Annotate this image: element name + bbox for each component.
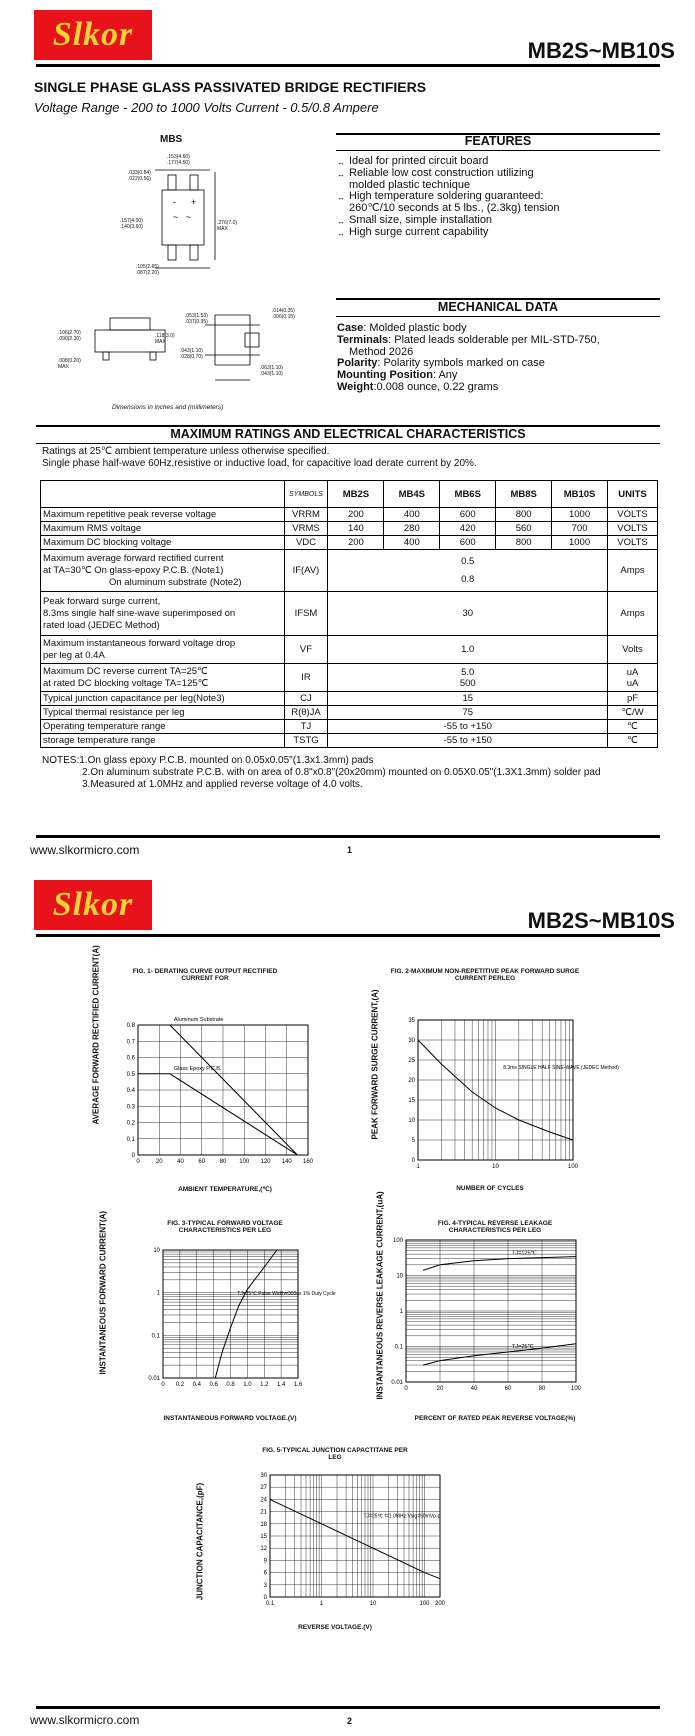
table-cell: IF(AV) (284, 550, 328, 592)
table-cell: Typical thermal resistance per leg (41, 706, 285, 720)
dimensions-note: Dimensions in inches and (millimeters) (112, 404, 224, 411)
y-tick-label: 1 (156, 1290, 160, 1297)
table-cell: Typical junction capacitance per leg(Note3) (41, 692, 285, 706)
y-tick-label: 1 (399, 1309, 403, 1315)
dim-label: MAX (58, 364, 69, 370)
table-cell: R(θ)JA (284, 706, 328, 720)
table-header: SYMBOLS (284, 481, 328, 508)
x-tick-label: 1.4 (276, 1382, 286, 1388)
y-tick-label: 5 (411, 1138, 415, 1144)
features-heading: FEATURES (464, 134, 532, 148)
dim-label: .140(3.60) (120, 224, 143, 230)
y-tick-label: 30 (408, 1038, 415, 1044)
table-cell: 600 (440, 508, 496, 522)
note-line: 2.On aluminum substrate P.C.B. with on area of 0.8"x0.8"(20x20mm) mounted on 0.05X0.05"(1.3X1.3mm) solder pad (82, 767, 601, 778)
brand-logo: Slkor (34, 10, 152, 60)
series-label: Aluminum Substrate (173, 1017, 224, 1023)
notes (42, 755, 601, 791)
svg-text:-: - (173, 197, 176, 207)
y-tick-label: 10 (396, 1273, 403, 1280)
x-tick-label: 0 (404, 1386, 408, 1392)
grid (163, 1250, 298, 1378)
table-cell: 5.0 500 (328, 664, 608, 692)
grid (418, 1020, 573, 1160)
y-tick-label: 18 (260, 1521, 267, 1528)
dim-label: .118(3.0) (155, 333, 175, 339)
table-cell: 30 (328, 592, 608, 636)
table-cell: Maximum DC blocking voltage (41, 536, 285, 550)
table-row (41, 664, 658, 692)
y-tick-label: 0.1 (151, 1333, 160, 1340)
y-tick-label: 12 (260, 1546, 267, 1553)
chart-annotation: TJ=25℃ f=1.0MHz Vsig=50mVp-p (363, 1513, 441, 1520)
table-cell: Maximum repetitive peak reverse voltage (41, 508, 285, 522)
footer-url[interactable]: www.slkormicro.com (30, 1713, 140, 1727)
table-cell: 560 (496, 522, 552, 536)
mech-row: Terminals: Plated leads solderable per MIL-STD-750, (337, 333, 600, 346)
chart-annotation: TJ=25℃ Pulse Width=300us 1% Duty Cycle (237, 1290, 336, 1297)
table-row (41, 734, 658, 748)
table-cell: 420 (440, 522, 496, 536)
table-row (41, 550, 658, 592)
x-tick-label: 0.6 (209, 1382, 218, 1388)
y-tick-label: 0 (263, 1595, 267, 1601)
feature-item: ↔ High surge current capability (337, 227, 657, 239)
dim-label: .022(0.56) (128, 176, 151, 182)
x-tick-label: 1 (319, 1601, 324, 1607)
mech-heading: MECHANICAL DATA (437, 300, 559, 314)
table-cell: Maximum average forward rectified current at TA=30℃ On glass-epoxy P.C.B. (Note1) On aluminum substrate (Note2) (41, 550, 285, 592)
dim-label: .053(1.53) (185, 313, 208, 319)
note-line: 3.Measured at 1.0MHz and applied reverse voltage of 4.0 volts. (82, 779, 363, 790)
y-tick-label: 30 (260, 1473, 267, 1479)
series-line (138, 1074, 297, 1155)
fig1-xlabel: AMBIENT TEMPERATURE,(℃) (178, 1186, 272, 1193)
table-cell: ℃/W (608, 706, 658, 720)
y-tick-label: 25 (408, 1058, 415, 1064)
header-rule (36, 934, 660, 937)
fig5-chart (240, 1470, 450, 1620)
y-tick-label: 0 (131, 1153, 135, 1159)
y-tick-label: 0.8 (126, 1023, 135, 1029)
table-cell: VDC (284, 536, 328, 550)
table-cell: uA uA (608, 664, 658, 692)
mech-rule-bottom (336, 316, 660, 317)
table-cell: 200 (328, 508, 384, 522)
mech-row: Polarity: Polarity symbols marked on case (337, 357, 545, 370)
dim-label: MAX (155, 339, 166, 345)
table-header: MB8S (496, 481, 552, 508)
page-number: 2 (347, 1716, 353, 1726)
svg-text:+: + (191, 197, 197, 207)
table-cell: -55 to +150 (328, 720, 608, 734)
table-cell: 200 (328, 536, 384, 550)
table-cell: 1.0 (328, 636, 608, 664)
feature-item: ↔ Reliable low cost construction utilizing (337, 168, 657, 180)
y-tick-label: 0.4 (126, 1088, 135, 1094)
table-cell: TSTG (284, 734, 328, 748)
table-cell: 800 (496, 508, 552, 522)
ratings-note-2: Single phase half-wave 60Hz,resistive or inductive load, for capacitive load derate current by 20%. (42, 458, 477, 469)
mech-row: Mounting Position: Any (337, 369, 458, 382)
y-tick-label: 3 (263, 1582, 267, 1589)
x-tick-label: 200 (434, 1601, 446, 1607)
table-cell: 800 (496, 536, 552, 550)
table-cell: Operating temperature range (41, 720, 285, 734)
table-cell: VRRM (284, 508, 328, 522)
table-cell: Maximum DC reverse current TA=25℃ at rated DC blocking voltage TA=125℃ (41, 664, 285, 692)
table-cell: Amps (608, 592, 658, 636)
feature-item: ↔ Ideal for printed circuit board (337, 156, 657, 168)
y-tick-label: 100 (392, 1238, 403, 1244)
table-row (41, 636, 658, 664)
x-tick-label: 0 (161, 1382, 165, 1388)
fig3-ylabel: INSTANTANEOUS FORWARD CURRENT(A) (98, 1210, 108, 1375)
dim-label: .008(0.20) (58, 358, 81, 364)
note-line: NOTES:1.On glass epoxy P.C.B. mounted on 0.05x0.05"(1.3x1.3mm) pads (42, 755, 374, 766)
y-tick-label: 35 (408, 1018, 415, 1024)
ratings-table (40, 480, 658, 748)
table-row (41, 522, 658, 536)
table-row (41, 592, 658, 636)
fig5-xlabel: REVERSE VOLTAGE.(V) (298, 1624, 372, 1631)
table-cell: 600 (440, 536, 496, 550)
features-rule-bottom (336, 150, 660, 151)
footer-rule (36, 835, 660, 838)
x-tick-label: 100 (567, 1164, 579, 1170)
dim-label: .090(2.30) (58, 336, 81, 342)
table-header: MB2S (328, 481, 384, 508)
x-tick-label: 10 (369, 1601, 377, 1607)
table-row (41, 706, 658, 720)
x-tick-label: 160 (302, 1159, 314, 1165)
x-tick-label: 10 (492, 1164, 499, 1170)
brand-logo: Slkor (34, 880, 152, 930)
y-tick-label: 0.7 (126, 1039, 135, 1046)
dim-label: .087(2.20) (136, 270, 159, 276)
table-cell: -55 to +150 (328, 734, 608, 748)
fig1-ylabel: AVERAGE FORWARD RECTIFIED CURRENT(A) (91, 945, 101, 1125)
feature-item: molded plastic technique (349, 178, 471, 191)
fig1-title: FIG. 1- DERATING CURVE OUTPUT RECTIFIED CURRENT FOR (132, 968, 278, 982)
table-cell: VOLTS (608, 536, 658, 550)
fig4-title: FIG. 4-TYPICAL REVERSE LEAKAGE CHARACTERISTICS PER LEG (437, 1220, 553, 1234)
mech-data (337, 323, 657, 394)
table-cell: storage temperature range (41, 734, 285, 748)
y-tick-label: 9 (263, 1558, 267, 1565)
fig4-ylabel: INSTANTANEOUS REVERSE LEAKAGE CURRENT,(uA) (375, 1191, 385, 1400)
x-tick-label: 60 (198, 1159, 206, 1165)
table-header: MB6S (440, 481, 496, 508)
x-tick-label: 1 (416, 1164, 420, 1170)
fig3-title: FIG. 3-TYPICAL FORWARD VOLTAGE CHARACTERISTICS PER LEG (167, 1220, 283, 1234)
y-tick-label: 0.1 (126, 1136, 135, 1143)
fig5-ylabel: JUNCTION CAPACITANCE,(pF) (195, 1482, 205, 1601)
feature-item: ↔ Small size, simple installation (337, 215, 657, 227)
table-cell: 15 (328, 692, 608, 706)
series-label: TJ=25℃ (512, 1343, 534, 1350)
features-list (337, 156, 657, 239)
y-tick-label: 0.5 (126, 1071, 135, 1078)
ratings-rule-bottom (36, 443, 660, 444)
table-cell: Maximum instantaneous forward voltage drop per leg at 0.4A (41, 636, 285, 664)
y-tick-label: 0.3 (126, 1104, 135, 1111)
mech-row: Method 2026 (349, 345, 414, 358)
x-tick-label: 20 (155, 1159, 163, 1165)
dim-label: .033(0.84) (128, 170, 151, 176)
page-number: 1 (347, 845, 353, 855)
table-header: UNITS (608, 481, 658, 508)
table-cell: CJ (284, 692, 328, 706)
table-cell: 75 (328, 706, 608, 720)
dim-label: .276(7.0) (217, 220, 238, 226)
fig3-chart (135, 1245, 336, 1400)
dim-label: .106(2.70) (58, 330, 81, 336)
dim-label: .153(4.60) (167, 154, 190, 160)
dim-label: .037(0.95) (185, 319, 208, 325)
table-cell: TJ (284, 720, 328, 734)
dim-label: .105(2.65) (136, 264, 159, 270)
table-cell: 1000 (552, 536, 608, 550)
y-tick-label: 15 (260, 1534, 267, 1540)
table-cell: ℃ (608, 734, 658, 748)
document-subtitle: Voltage Range - 200 to 1000 Volts Current - 0.5/0.8 Ampere (34, 100, 379, 115)
y-tick-label: 20 (408, 1078, 415, 1084)
svg-text:~ ~: ~ ~ (172, 212, 192, 222)
fig2-chart (390, 1015, 619, 1180)
table-cell: 1000 (552, 508, 608, 522)
table-cell: 400 (384, 536, 440, 550)
table-cell: 0.5 0.8 (328, 550, 608, 592)
dim-label: .043(1.10) (260, 371, 283, 377)
table-cell: 140 (328, 522, 384, 536)
y-tick-label: 15 (408, 1098, 415, 1104)
y-tick-label: 10 (153, 1248, 160, 1254)
table-cell: 280 (384, 522, 440, 536)
y-tick-label: 0.01 (148, 1376, 160, 1382)
fig2-xlabel: NUMBER OF CYCLES (456, 1185, 524, 1192)
table-row (41, 536, 658, 550)
y-tick-label: 6 (263, 1570, 267, 1577)
dim-label: .043(1.10) (180, 348, 203, 354)
table-cell: Amps (608, 550, 658, 592)
x-tick-label: 100 (239, 1159, 250, 1165)
x-tick-label: 40 (470, 1386, 478, 1392)
document-title: SINGLE PHASE GLASS PASSIVATED BRIDGE RECTIFIERS (34, 79, 427, 95)
grid (406, 1240, 576, 1382)
y-tick-label: 0 (411, 1158, 415, 1164)
table-header (41, 481, 285, 508)
table-row (41, 508, 658, 522)
dim-label: .028(0.70) (180, 354, 203, 360)
y-tick-label: 0.1 (394, 1344, 403, 1351)
fig2-title: FIG. 2-MAXIMUM NON-REPETITIVE PEAK FORWARD SURGE CURRENT PERLEG (390, 968, 580, 982)
table-header-row (41, 481, 658, 508)
mech-row: Weight:0.008 ounce, 0.22 grams (337, 380, 499, 393)
fig4-chart (378, 1235, 583, 1405)
series-label: Glass Epoxy P.C.B. (173, 1065, 222, 1072)
x-tick-label: 60 (504, 1386, 512, 1392)
x-tick-label: 0.4 (192, 1382, 201, 1388)
dim-label: MAX (217, 226, 228, 232)
fig3-xlabel: INSTANTANEOUS FORWARD VOLTAGE.(V) (163, 1415, 297, 1422)
x-tick-label: 40 (177, 1159, 184, 1165)
y-tick-label: 0.2 (126, 1120, 135, 1127)
table-cell: VRMS (284, 522, 328, 536)
table-cell: VOLTS (608, 508, 658, 522)
package-label: MBS (160, 134, 183, 145)
footer-rule (36, 1706, 660, 1709)
series-line (215, 1250, 277, 1378)
table-cell: VF (284, 636, 328, 664)
ratings-heading: MAXIMUM RATINGS AND ELECTRICAL CHARACTERISTICS (170, 427, 526, 441)
x-tick-label: 120 (260, 1159, 271, 1165)
x-tick-label: 1.0 (243, 1382, 252, 1388)
fig4-xlabel: PERCENT OF RATED PEAK REVERSE VOLTAGE(%) (414, 1415, 576, 1422)
feature-item: ↔ High temperature soldering guaranteed: (337, 191, 657, 203)
part-number-title: MB2S~MB10S (527, 908, 675, 933)
part-number-title: MB2S~MB10S (527, 38, 675, 63)
dim-label: .006(0.15) (272, 314, 295, 320)
x-tick-label: 1.6 (293, 1382, 303, 1388)
y-tick-label: 27 (260, 1485, 267, 1492)
dim-label: .157(4.00) (120, 218, 143, 224)
x-tick-label: 20 (436, 1386, 444, 1392)
x-tick-label: 100 (570, 1386, 582, 1392)
grid (270, 1475, 440, 1597)
table-cell: Volts (608, 636, 658, 664)
chart-annotation: 8.3ms SINGLE HALF SINE-WAVE (JEDEC Method) (503, 1065, 619, 1071)
table-cell: Peak forward surge current, 8.3ms single half sine-wave superimposed on rated load (JEDEC Method) (41, 592, 285, 636)
x-tick-label: 0.8 (226, 1382, 235, 1388)
x-tick-label: 1.2 (260, 1382, 269, 1388)
table-cell: 700 (552, 522, 608, 536)
y-tick-label: 0.6 (126, 1055, 135, 1062)
table-cell: Maximum RMS voltage (41, 522, 285, 536)
x-tick-label: 100 (419, 1601, 430, 1607)
dim-label: .014(0.35) (272, 308, 295, 314)
table-cell: pF (608, 692, 658, 706)
dim-label: .177(4.50) (167, 160, 190, 166)
table-cell: VOLTS (608, 522, 658, 536)
table-row (41, 692, 658, 706)
grid (138, 1025, 308, 1155)
table-cell: ℃ (608, 720, 658, 734)
mech-row: Case: Molded plastic body (337, 322, 467, 334)
feature-item: 260℃/10 seconds at 5 lbs., (2.3kg) tension (349, 202, 560, 215)
y-tick-label: 24 (260, 1497, 267, 1504)
x-tick-label: 0.1 (265, 1601, 275, 1607)
table-header: MB10S (552, 481, 608, 508)
x-tick-label: 0.2 (175, 1382, 185, 1388)
table-row (41, 720, 658, 734)
y-tick-label: 21 (260, 1509, 267, 1516)
y-tick-label: 0.01 (391, 1380, 403, 1386)
x-tick-label: 80 (219, 1159, 227, 1165)
y-tick-label: 10 (408, 1118, 415, 1124)
fig5-title: FIG. 5-TYPICAL JUNCTION CAPACTITANE PER LEG (262, 1447, 408, 1461)
header-rule (36, 64, 660, 67)
table-cell: 400 (384, 508, 440, 522)
fig2-ylabel: PEAK FORWARD SURGE CURRENT,(A) (370, 989, 380, 1140)
ratings-note-1: Ratings at 25℃ ambient temperature unless otherwise specified. (42, 446, 330, 457)
table-header: MB4S (384, 481, 440, 508)
series-line (270, 1499, 440, 1578)
table-cell: IFSM (284, 592, 328, 636)
fig1-chart (120, 1017, 320, 1180)
dim-label: .063(1.10) (260, 365, 283, 371)
x-tick-label: 140 (281, 1159, 292, 1165)
table-cell: IR (284, 664, 328, 692)
x-tick-label: 80 (538, 1386, 546, 1392)
series-label: TJ=125℃ (512, 1250, 537, 1257)
footer-url[interactable]: www.slkormicro.com (30, 843, 140, 857)
x-tick-label: 0 (136, 1159, 140, 1165)
